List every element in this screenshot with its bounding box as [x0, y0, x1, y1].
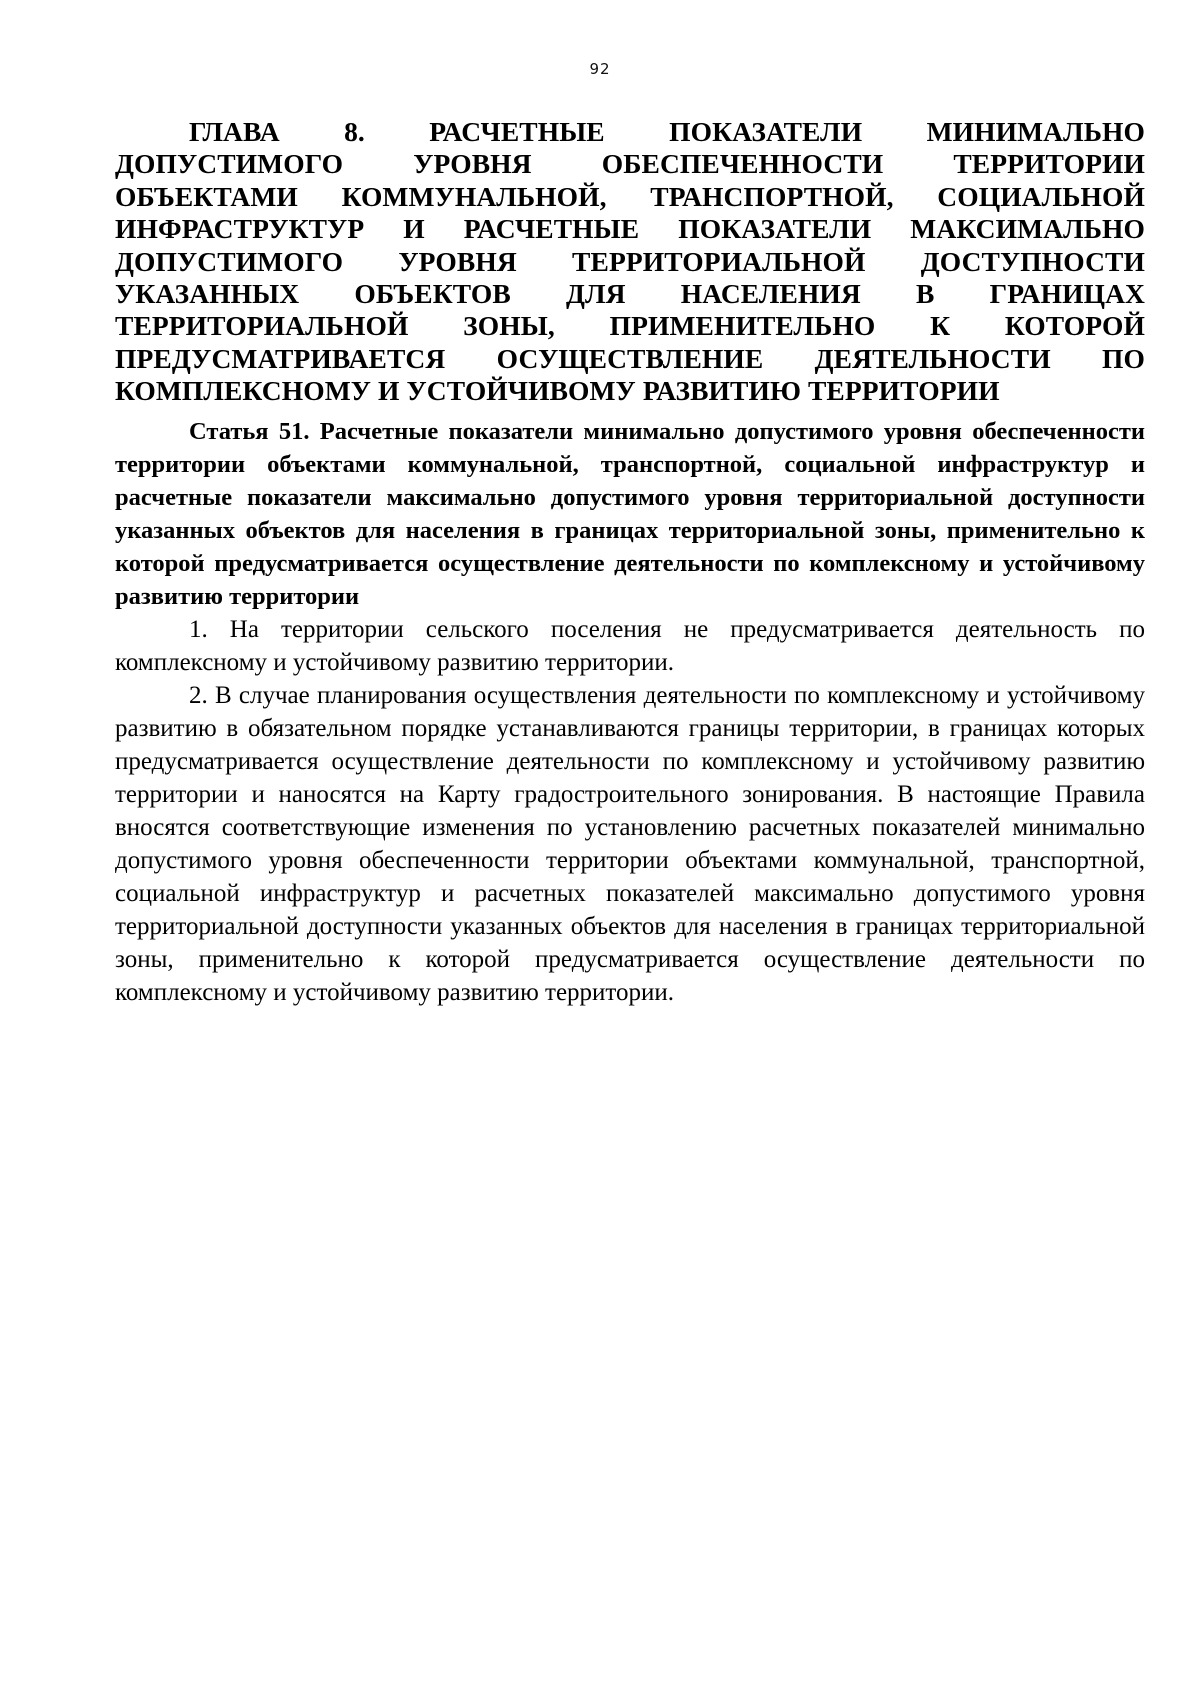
article-paragraph-2: 2. В случае планирования осуществления деятельности по комплексному и устойчивому развитию в обязательном порядке устанавливаются границы территории, в границах которых предусматривается осуществление деятельности по комплексному и устойчивому развитию территории и наносятся на Карту градостроительного зонирования. В настоящие Правила вносятся соответствующие изменения по установлению расчетных показателей минимально допустимого уровня обеспеченности территории объектами коммунальной, транспортной, социальной инфраструктур и расчетных показателей максимально допустимого уровня территориальной доступности указанных объектов для населения в границах территориальной зоны, применительно к которой предусматривается осуществление деятельности по комплексному и устойчивому развитию территории.	[115, 681, 1145, 1006]
article-title: Статья 51. Расчетные показатели минимально допустимого уровня обеспеченности территории объектами коммунальной, транспортной, социальной инфраструктур и расчетные показатели максимально допустимого уровня территориальной доступности указанных объектов для населения в границах территориальной зоны, применительно к которой предусматривается осуществление деятельности по комплексному и устойчивому развитию территории	[115, 417, 1145, 610]
article-paragraph-1: 1. На территории сельского поселения не предусматривается деятельность по комплексному и устойчивому развитию территории.	[115, 615, 1145, 676]
page-content	[115, 116, 1145, 1009]
chapter-title: ГЛАВА 8. РАСЧЕТНЫЕ ПОКАЗАТЕЛИ МИНИМАЛЬНО ДОПУСТИМОГО УРОВНЯ ОБЕСПЕЧЕННОСТИ ТЕРРИТОРИИ ОБЪЕКТАМИ КОММУНАЛЬНОЙ, ТРАНСПОРТНОЙ, СОЦИАЛЬНОЙ ИНФРАСТРУКТУР И РАСЧЕТНЫЕ ПОКАЗАТЕЛИ МАКСИМАЛЬНО ДОПУСТИМОГО УРОВНЯ ТЕРРИТОРИАЛЬНОЙ ДОСТУПНОСТИ УКАЗАННЫХ ОБЪЕКТОВ ДЛЯ НАСЕЛЕНИЯ В ГРАНИЦАХ ТЕРРИТОРИАЛЬНОЙ ЗОНЫ, ПРИМЕНИТЕЛЬНО К КОТОРОЙ ПРЕДУСМАТРИВАЕТСЯ ОСУЩЕСТВЛЕНИЕ ДЕЯТЕЛЬНОСТИ ПО КОМПЛЕКСНОМУ И УСТОЙЧИВОМУ РАЗВИТИЮ ТЕРРИТОРИИ	[115, 116, 1145, 407]
page-number: 92	[589, 60, 611, 78]
